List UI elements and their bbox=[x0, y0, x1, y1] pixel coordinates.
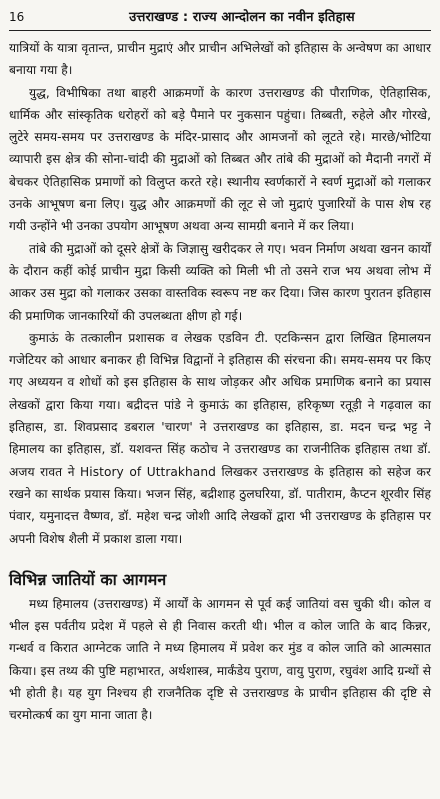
page-number: 16 bbox=[9, 10, 25, 24]
section-paragraph: मध्य हिमालय (उत्तराखण्ड) में आर्यों के आगमन से पूर्व कई जातियां वस चुकी थी। कोल व भील इस पर्वतीय प्रदेश में पहले से ही निवास करती थी। भील व कोल जाति के बाद किन्नर, गन्धर्व व किरात आग्नेटक जाति ने मध्य हिमालय में प्रवेश कर मुंड व कोल जाति को आत्मसात किया। इस तथ्य की पुष्टि महाभारत, अर्थशास्त्र, मार्कंडेय पुराण, वायु पुराण, रघुवंश आदि ग्रन्थों से भी होती है। यह युग निश्चय ही राजनैतिक दृष्टि से उत्तराखण्ड के प्राचीन इतिहास की दृष्टि से चरमोत्कर्ष का युग माना जाता है। bbox=[9, 596, 431, 723]
paragraph-4: कुमाऊं के तत्कालीन प्रशासक व लेखक एडविन टी. एटकिन्सन द्वारा लिखित हिमालयन गजेटियर को आधार बनाकर ही विभिन्न विद्वानों ने इतिहास की संरचना की। समय-समय पर किए गए अध्ययन व शोधों को इस इतिहास के साथ जोड़कर और अधिक प्रमाणिक बनाने का प्रयास लेखकों द्वारा किया गया। बद्रीदत्त पांडे ने कुमाऊं का इतिहास, हरिकृष्ण रतूड़ी ने गढ़वाल का इतिहास, डा. शिवप्रसाद डबराल 'चारण' ने उत्तराखण्ड का इतिहास, डा. मदन चन्द्र भट्ट ने हिमालय का इतिहास, डॉ. यशवन्त सिंह कठोच ने उत्तराखण्ड का राजनीतिक इतिहास तथा डॉ. अजय रावत ने History of Uttrakhand लिखकर उत्तराखण्ड के इतिहास को सहेज कर रखने का सार्थक प्रयास किया। भजन सिंह, बद्रीशाह ठुलघरिया, डॉ. पातीराम, कैप्टन शूरवीर सिंह पंवार, यमुनादत्त वैष्णव, डॉ. महेश चन्द्र जोशी आदि लेखकों द्वारा भी उत्तराखण्ड के इतिहास पर अपनी विशेष शैली में प्रकाश डाला गया। bbox=[9, 330, 431, 546]
section-heading: विभिन्न जातियों का आगमन bbox=[9, 569, 167, 589]
running-header bbox=[9, 8, 431, 31]
paragraph-3: तांबे की मुद्राओं को दूसरे क्षेत्रों के जिज्ञासु खरीदकर ले गए। भवन निर्माण अथवा खनन कार्यों के दौरान कहीं कोई प्राचीन मुद्रा किसी व्यक्ति को मिली भी तो उसने राज भय अथवा लोभ में आकर उस मुद्रा को गलाकर उसका वास्तविक स्वरूप नष्ट कर दिया। जिस कारण पुरातन इतिहास की प्रमाणिक जानकारियों की उपलब्धता क्षीण हो गई। bbox=[9, 241, 431, 323]
running-title: उत्तराखण्ड : राज्य आन्दोलन का नवीन इतिहास bbox=[129, 10, 355, 25]
paragraph-2: युद्ध, विभीषिका तथा बाहरी आक्रमणों के कारण उत्तराखण्ड की पौराणिक, ऐतिहासिक, धार्मिक और सांस्कृतिक धरोहरों को बड़े पैमाने पर नुकसान पहुंचा। तिब्बती, रुहेले और गोरखे, लुटेरे समय-समय पर उत्तराखण्ड के मंदिर-प्रासाद और आमजनों को लूटते रहे। मारछे/भोटिया व्यापारी इस क्षेत्र की सोना-चांदी की मुद्राओं को तिब्बत और तांबे की मुद्राओं को मैदानी नगरों में बेचकर ऐतिहासिक प्रमाणों को विलुप्त करते रहे। स्थानीय स्वर्णकारों ने स्वर्ण मुद्राओं को गलाकर उनके आभूषण बना लिए। युद्ध और आक्रमणों की लूट से जो मुद्राएं पुजारियों के पास शेष रह गयी उन्होंने भी उनका उपयोग आभूषण अथवा अन्य सामग्री बनाने में कर लिया। bbox=[9, 85, 431, 234]
paragraph-1: यात्रियों के यात्रा वृतान्त, प्राचीन मुद्राएं और प्राचीन अभिलेखों को इतिहास के अन्वेषण का आधार बनाया गया है। bbox=[9, 41, 431, 78]
